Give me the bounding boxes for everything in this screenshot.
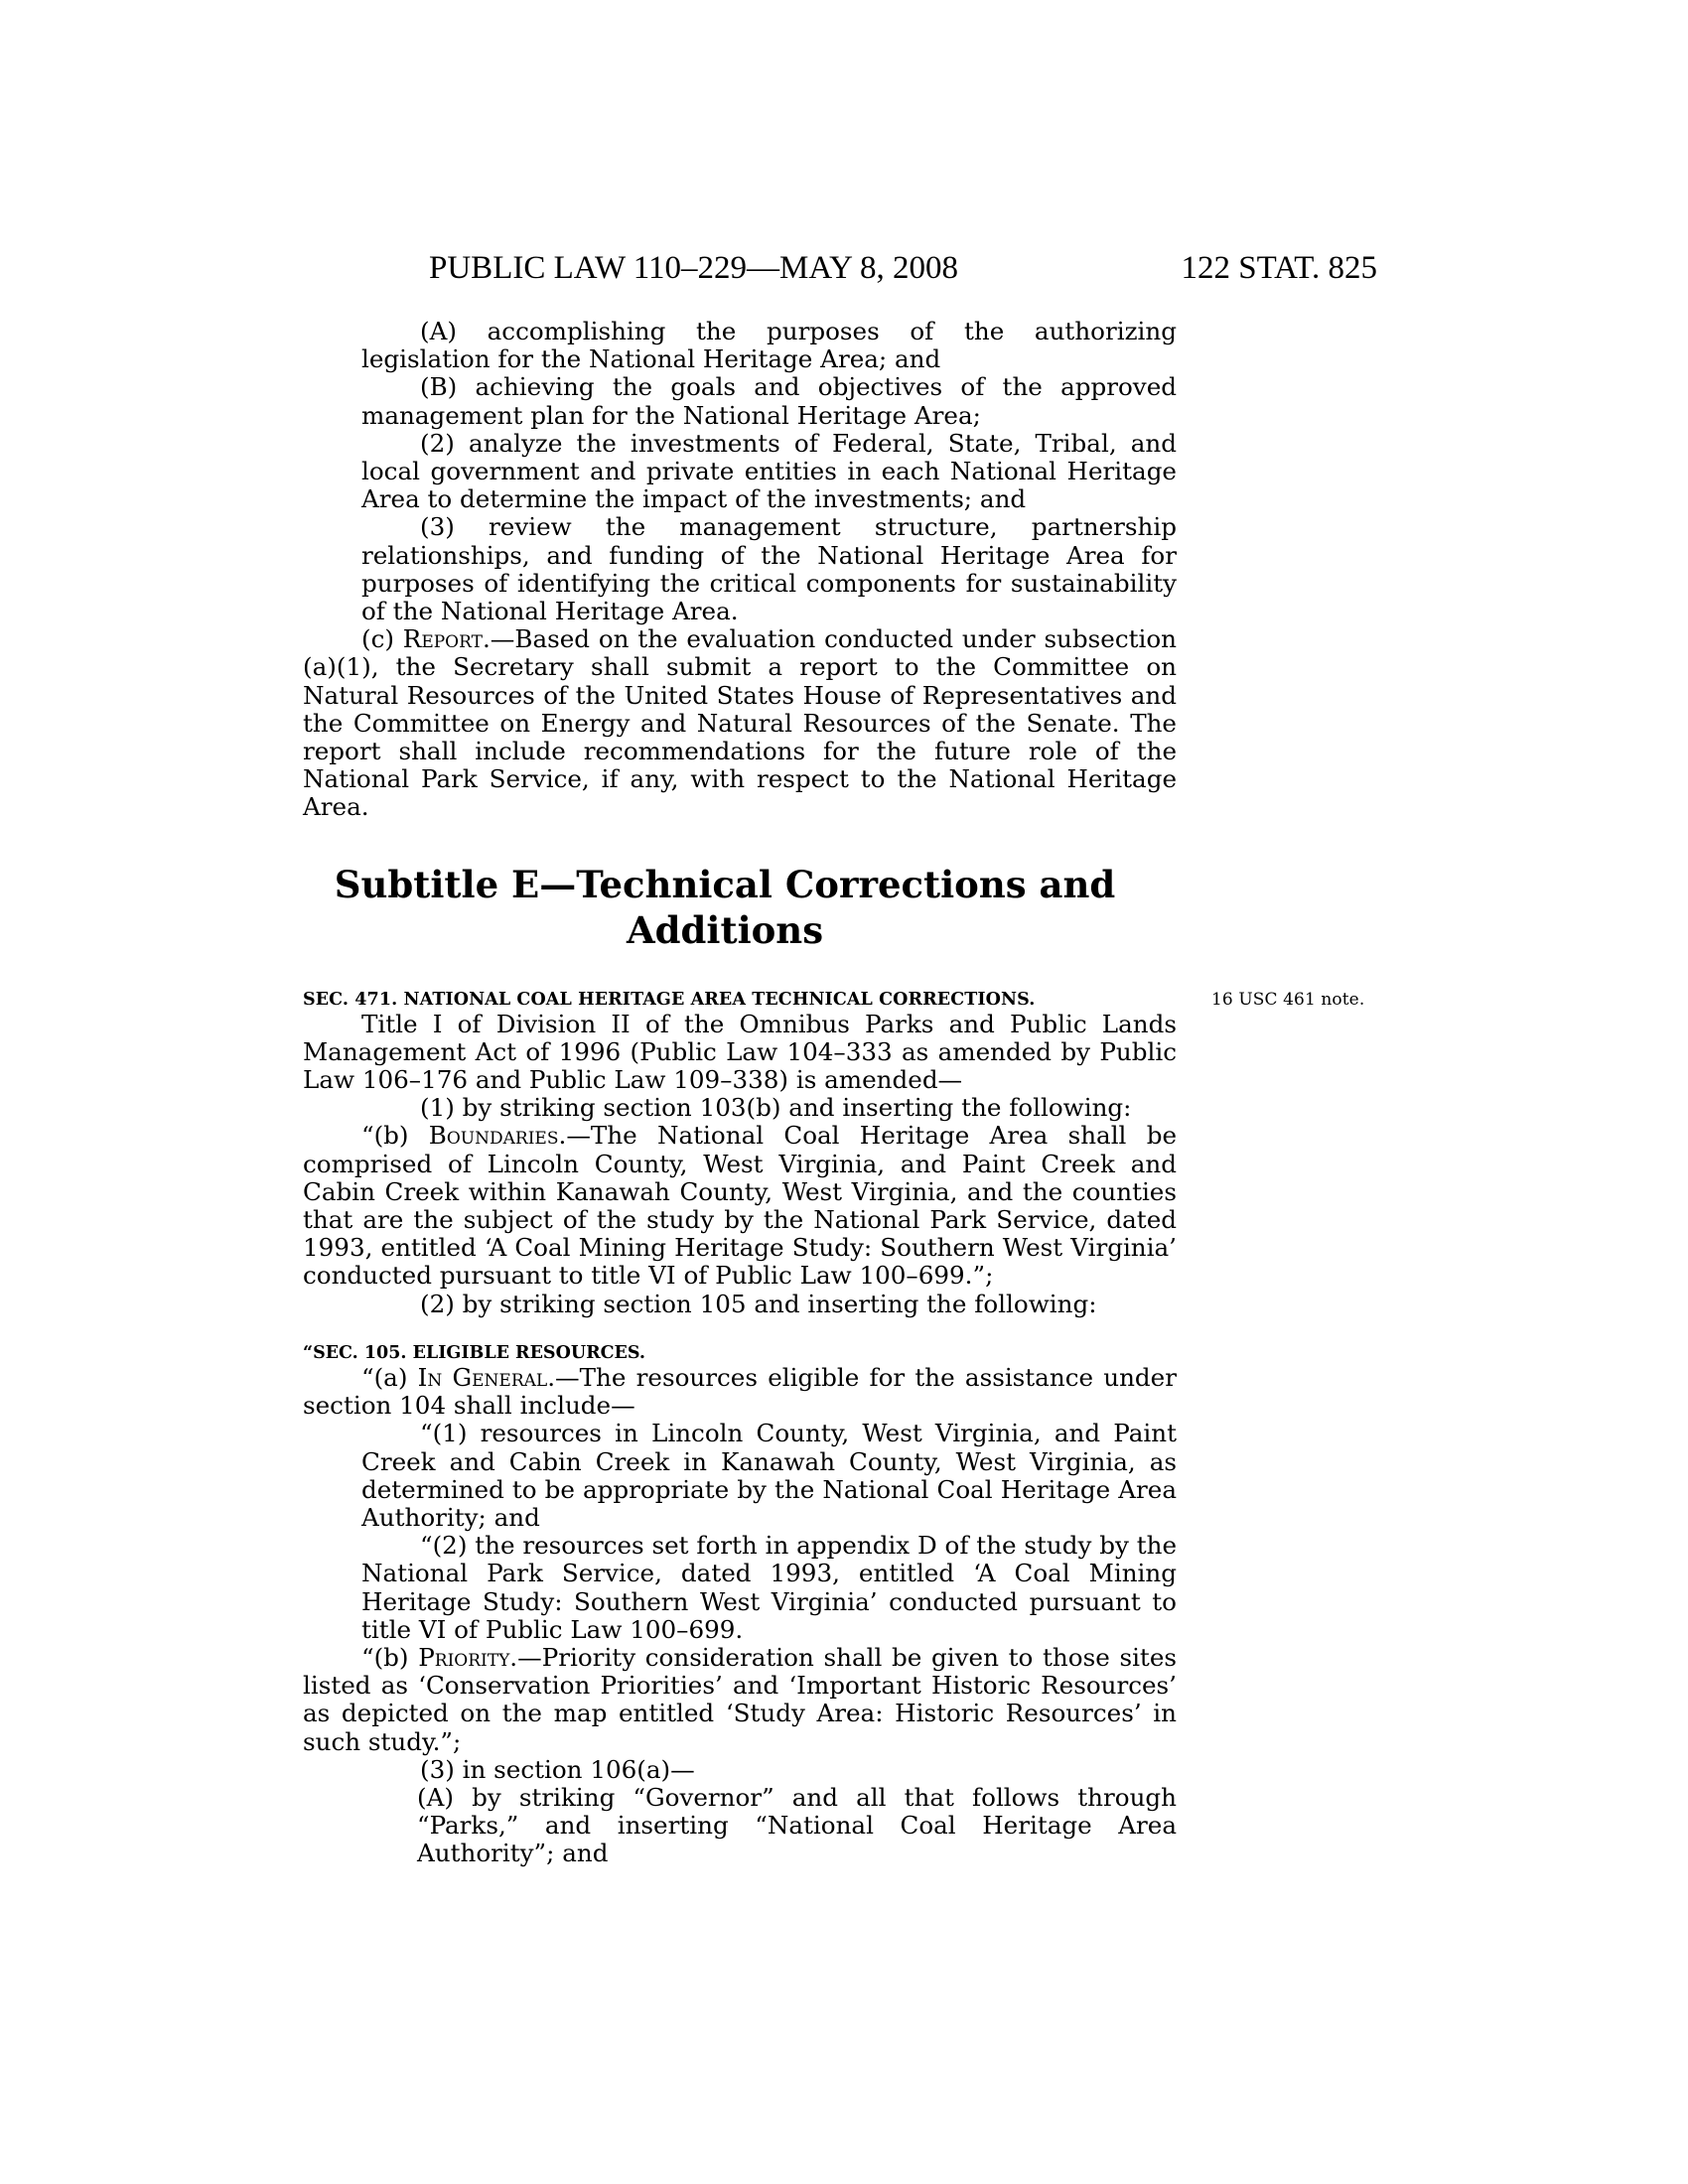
section-471-item-1: (1) by striking section 103(b) and inserting the following:: [420, 1093, 1132, 1123]
section-105-heading: “SEC. 105. ELIGIBLE RESOURCES.: [303, 1342, 645, 1363]
in-general-label: “(a): [361, 1362, 418, 1392]
section-105-item-1: “(1) resources in Lincoln County, West Virginia, and Paint Creek and Cabin Creek in Kanawah County, West Virginia, as determined to be appropriate by the National Coal Heritage Area Authority; and: [361, 1419, 1177, 1532]
law-title: PUBLIC LAW 110–229—MAY 8, 2008: [429, 250, 959, 286]
report-text: .—Based on the evaluation conducted under subsection (a)(1), the Secretary shall submit a report to the Committee on Natural Resources of the United States House of Representatives and the Committee on Energy and Natural Resources of the Senate. The report shall include recommendations for the future role of the National Park Service, if any, with respect to the National Heritage Area.: [303, 624, 1177, 822]
in-general-caption: In General: [417, 1362, 548, 1392]
section-471-title: SEC. 471. NATIONAL COAL HERITAGE AREA TECHNICAL CORRECTIONS.: [303, 989, 1036, 1010]
subtitle-line-1: Subtitle E—Technical Corrections and: [334, 862, 1116, 906]
paragraph-2-investments: (2) analyze the investments of Federal, State, Tribal, and local government and private entities in each National Heritage Area to determine the impact of the investments; and: [361, 428, 1177, 514]
priority-caption: Priority: [418, 1642, 510, 1672]
section-471-boundaries: [303, 1122, 1177, 1290]
boundaries-caption: Boundaries: [428, 1121, 559, 1151]
paragraph-3-review: (3) review the management structure, partnership relationships, and funding of the National Heritage Area for purposes of identifying the critical components for sustainability of the National Heritage Area.: [361, 512, 1177, 626]
report-caption: Report: [402, 624, 483, 654]
priority-text: .—Priority consideration shall be given to those sites listed as ‘Conservation Priorities’ and ‘Important Historic Resources’ as depicted on the map entitled ‘Study Area: Historic Resources’ in such study.”;: [303, 1642, 1177, 1756]
paragraph-b-goals: (B) achieving the goals and objectives of the approved management plan for the National Heritage Area;: [361, 372, 1177, 430]
section-471-heading: [303, 989, 1365, 1011]
subtitle-line-2: Additions: [626, 907, 824, 952]
boundaries-text: .—The National Coal Heritage Area shall be comprised of Lincoln County, West Virginia, and Paint Creek and Cabin Creek within Kanawah County, West Virginia, and the counties that are the subject of the study by the National Park Service, dated 1993, entitled ‘A Coal Mining Heritage Study: Southern West Virginia’ conducted pursuant to title VI of Public Law 100–699.”;: [303, 1121, 1177, 1291]
boundaries-label: “(b): [361, 1121, 429, 1151]
report-label: (c): [361, 624, 403, 654]
in-general-text: .—The resources eligible for the assistance under section 104 shall include—: [303, 1362, 1177, 1421]
section-471-item-2: (2) by striking section 105 and inserting the following:: [420, 1289, 1097, 1318]
section-471-item-3: (3) in section 106(a)—: [420, 1754, 695, 1784]
margin-note-usc: 16 USC 461 note.: [1211, 989, 1365, 1010]
priority-label: “(b): [361, 1642, 419, 1672]
subtitle-heading: [303, 862, 1177, 953]
document-body: [303, 317, 1365, 1868]
section-471-intro: Title I of Division II of the Omnibus Parks and Public Lands Management Act of 1996 (Public Law 104–333 as amended by Public Law 106–176 and Public Law 109–338) is amended—: [303, 1009, 1177, 1095]
section-105-priority: [303, 1644, 1177, 1756]
paragraph-c-report: [303, 625, 1177, 821]
paragraph-a-purposes: (A) accomplishing the purposes of the authorizing legislation for the National Heritage Area; and: [361, 317, 1177, 374]
section-105-in-general: [303, 1364, 1177, 1420]
section-105-item-2: “(2) the resources set forth in appendix D of the study by the National Park Service, dated 1993, entitled ‘A Coal Mining Heritage Study: Southern West Virginia’ conducted pursuant to title VI of Public Law 100–699.: [361, 1531, 1177, 1644]
section-471-item-3a: (A) by striking “Governor” and all that follows through “Parks,” and inserting “National Coal Heritage Area Authority”; and: [417, 1782, 1177, 1868]
running-header: [429, 250, 1377, 290]
statute-page-ref: 122 STAT. 825: [1181, 250, 1377, 286]
